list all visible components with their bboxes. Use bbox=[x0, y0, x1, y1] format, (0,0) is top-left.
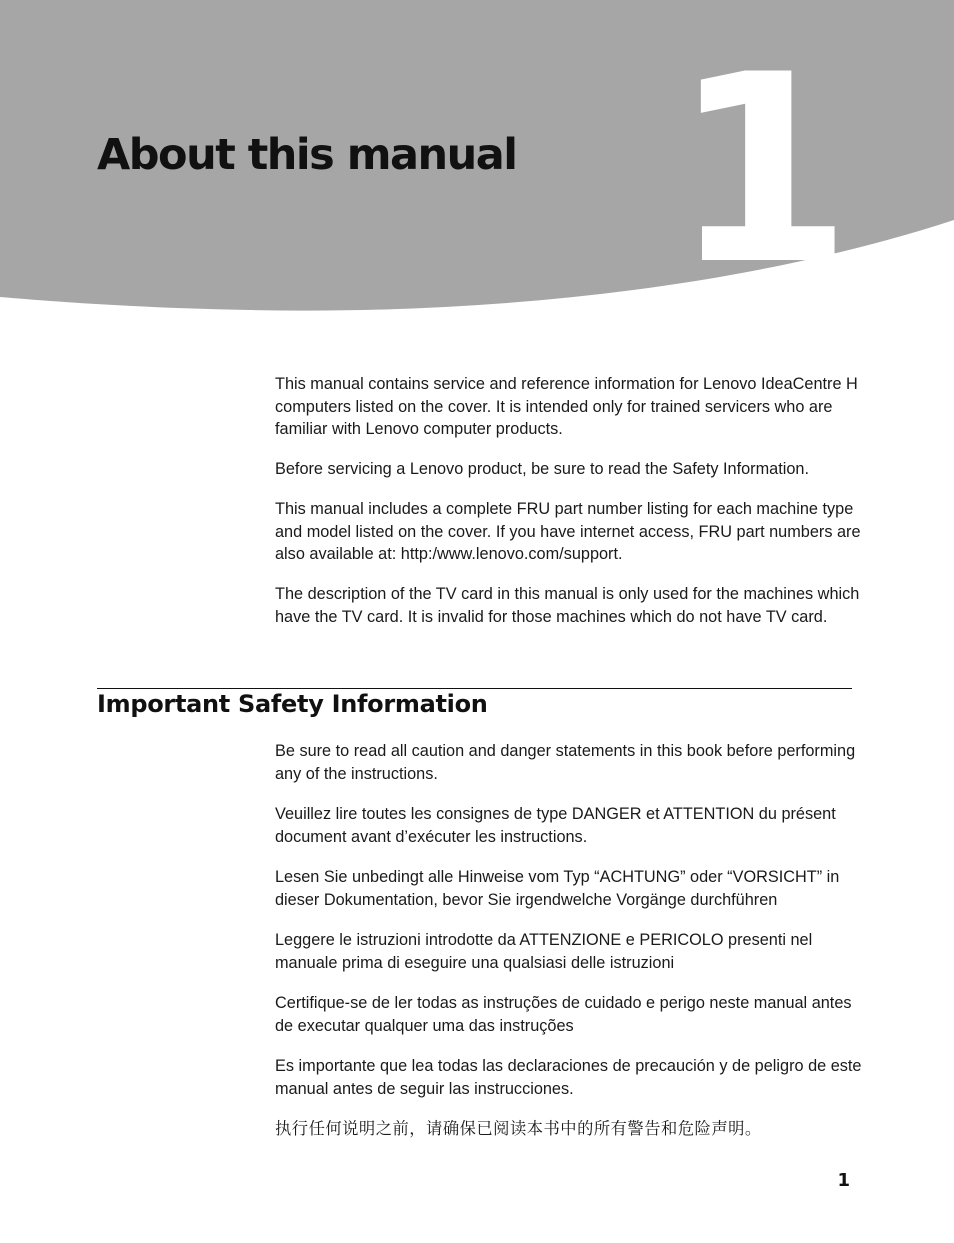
chapter-title: About this manual bbox=[97, 130, 517, 180]
chapter-number: 1 bbox=[671, 20, 845, 320]
intro-paragraph: This manual includes a complete FRU part number listing for each machine type and model listed on the cover. If you have internet access, FRU part numbers are also available at: http:/www.lenovo.com/support. bbox=[275, 500, 861, 563]
safety-paragraph-italian: Leggere le istruzioni introdotte da ATTENZIONE e PERICOLO presenti nel manuale prima di eseguire una qualsiasi delle istruzioni bbox=[275, 931, 813, 972]
page-number: 1 bbox=[837, 1170, 850, 1191]
safety-paragraph-chinese: 执行任何说明之前，请确保已阅读本书中的所有警告和危险声明。 bbox=[275, 1119, 762, 1138]
safety-paragraph-french: Veuillez lire toutes les consignes de type DANGER et ATTENTION du présent document avant d’exécuter les instructions. bbox=[275, 805, 836, 846]
intro-paragraph: Before servicing a Lenovo product, be sure to read the Safety Information. bbox=[275, 460, 809, 478]
safety-paragraph-german: Lesen Sie unbedingt alle Hinweise vom Typ “ACHTUNG” oder “VORSICHT” in dieser Dokumentation, bevor Sie irgendwelche Vorgänge durchführen bbox=[275, 868, 840, 909]
intro-paragraph: The description of the TV card in this manual is only used for the machines which have the TV card. It is invalid for those machines which do not have TV card. bbox=[275, 585, 860, 626]
safety-paragraph-portuguese: Certifique-se de ler todas as instruções de cuidado e perigo neste manual antes de executar qualquer uma das instruções bbox=[275, 994, 852, 1035]
safety-section bbox=[275, 740, 865, 1159]
safety-paragraph-spanish: Es importante que lea todas las declaraciones de precaución y de peligro de este manual antes de seguir las instrucciones. bbox=[275, 1057, 862, 1098]
intro-section bbox=[275, 373, 865, 646]
section-heading: Important Safety Information bbox=[97, 690, 488, 718]
intro-paragraph: This manual contains service and reference information for Lenovo IdeaCentre H computers listed on the cover. It is intended only for trained servicers who are familiar with Lenovo computer products. bbox=[275, 375, 858, 438]
safety-paragraph-english: Be sure to read all caution and danger statements in this book before performing any of the instructions. bbox=[275, 742, 856, 783]
